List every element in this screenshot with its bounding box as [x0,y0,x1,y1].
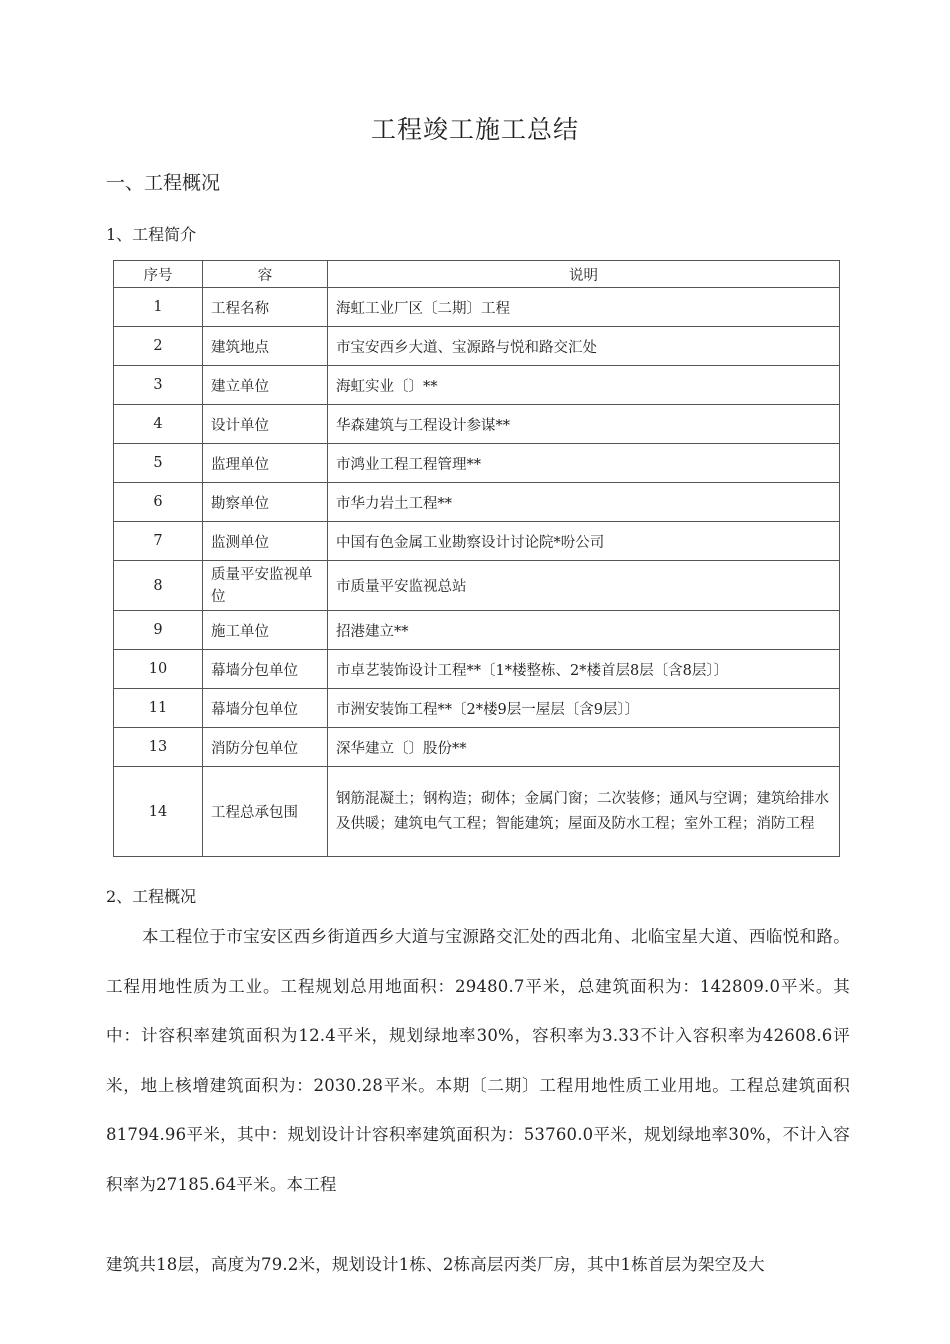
overview-paragraph: 本工程位于市宝安区西乡街道西乡大道与宝源路交汇处的西北角、北临宝星大道、西临悦和路。工程用地性质为工业。工程规划总用地面积：29480.7平米，总建筑面积为：142809.0平米。其中：计容积率建筑面积为12.4平米，规划绿地率30%，容积率为3.33不计入容积率为42608.6评米，地上核增建筑面积为：2030.28平米。本期〔二期〕工程用地性质工业用地。工程总建筑面积81794.96平米，其中：规划设计计容积率建筑面积为：53760.0平米，规划绿地率30%，不计入容积率为27185.64平米。本工程 [106,927,850,1194]
row-key: 监理单位 [203,444,328,483]
header-item: 容 [203,261,328,288]
row-value: 钢筋混凝土；钢构造；砌体；金属门窗；二次装修；通风与空调；建筑给排水及供暖；建筑电气工程；智能建筑；屋面及防水工程；室外工程；消防工程 [328,767,840,857]
row-number: 7 [114,522,203,561]
row-value: 市洲安装饰工程**〔2*楼9层一屋层〔含9层〕〕 [328,689,840,728]
header-number: 序号 [114,261,203,288]
row-key: 消防分包单位 [203,728,328,767]
row-key: 建立单位 [203,366,328,405]
row-number: 9 [114,611,203,650]
table-row [114,405,840,444]
row-number: 2 [114,327,203,366]
table-row [114,728,840,767]
row-value: 市鸿业工程工程管理** [328,444,840,483]
row-value: 海虹工业厂区〔二期〕工程 [328,288,840,327]
row-value: 市质量平安监视总站 [328,561,840,611]
row-key: 设计单位 [203,405,328,444]
header-description: 说明 [328,261,840,288]
subsection-heading-overview: 2、工程概况 [106,887,197,906]
section-heading: 一、工程概况 [106,172,221,194]
table-row [114,288,840,327]
row-number: 14 [114,767,203,857]
table-row [114,611,840,650]
table-row [114,767,840,857]
row-value: 海虹实业〔〕** [328,366,840,405]
row-number: 4 [114,405,203,444]
table-row [114,522,840,561]
document-title: 工程竣工施工总结 [370,115,579,144]
row-number: 3 [114,366,203,405]
row-number: 6 [114,483,203,522]
row-key: 工程名称 [203,288,328,327]
table-row [114,444,840,483]
table-row [114,483,840,522]
row-value: 招港建立** [328,611,840,650]
overview-paragraph-continued: 建筑共18层，高度为79.2米，规划设计1栋、2栋高层丙类厂房，其中1栋首层为架空及大 [106,1255,765,1274]
row-number: 5 [114,444,203,483]
table-row [114,650,840,689]
row-value: 市卓艺装饰设计工程**〔1*楼整栋、2*楼首层8层〔含8层〕〕 [328,650,840,689]
table-row [114,561,840,611]
row-value: 市宝安西乡大道、宝源路与悦和路交汇处 [328,327,840,366]
row-number: 13 [114,728,203,767]
table-header-row [114,261,840,288]
row-key: 勘察单位 [203,483,328,522]
row-key: 监测单位 [203,522,328,561]
row-key: 幕墙分包单位 [203,689,328,728]
row-number: 8 [114,561,203,611]
subsection-heading-intro: 1、工程简介 [106,225,197,244]
table-row [114,689,840,728]
row-key: 工程总承包围 [203,767,328,857]
project-info-table [113,260,840,857]
row-number: 11 [114,689,203,728]
row-number: 10 [114,650,203,689]
table-row [114,327,840,366]
row-value: 深华建立〔〕股份** [328,728,840,767]
row-key: 幕墙分包单位 [203,650,328,689]
row-number: 1 [114,288,203,327]
table-row [114,366,840,405]
row-key: 施工单位 [203,611,328,650]
row-value: 市华力岩土工程** [328,483,840,522]
row-value: 中国有色金属工业勘察设计讨论院*吩公司 [328,522,840,561]
row-value: 华森建筑与工程设计参谋** [328,405,840,444]
row-key: 质量平安监视单位 [203,561,328,611]
row-key: 建筑地点 [203,327,328,366]
